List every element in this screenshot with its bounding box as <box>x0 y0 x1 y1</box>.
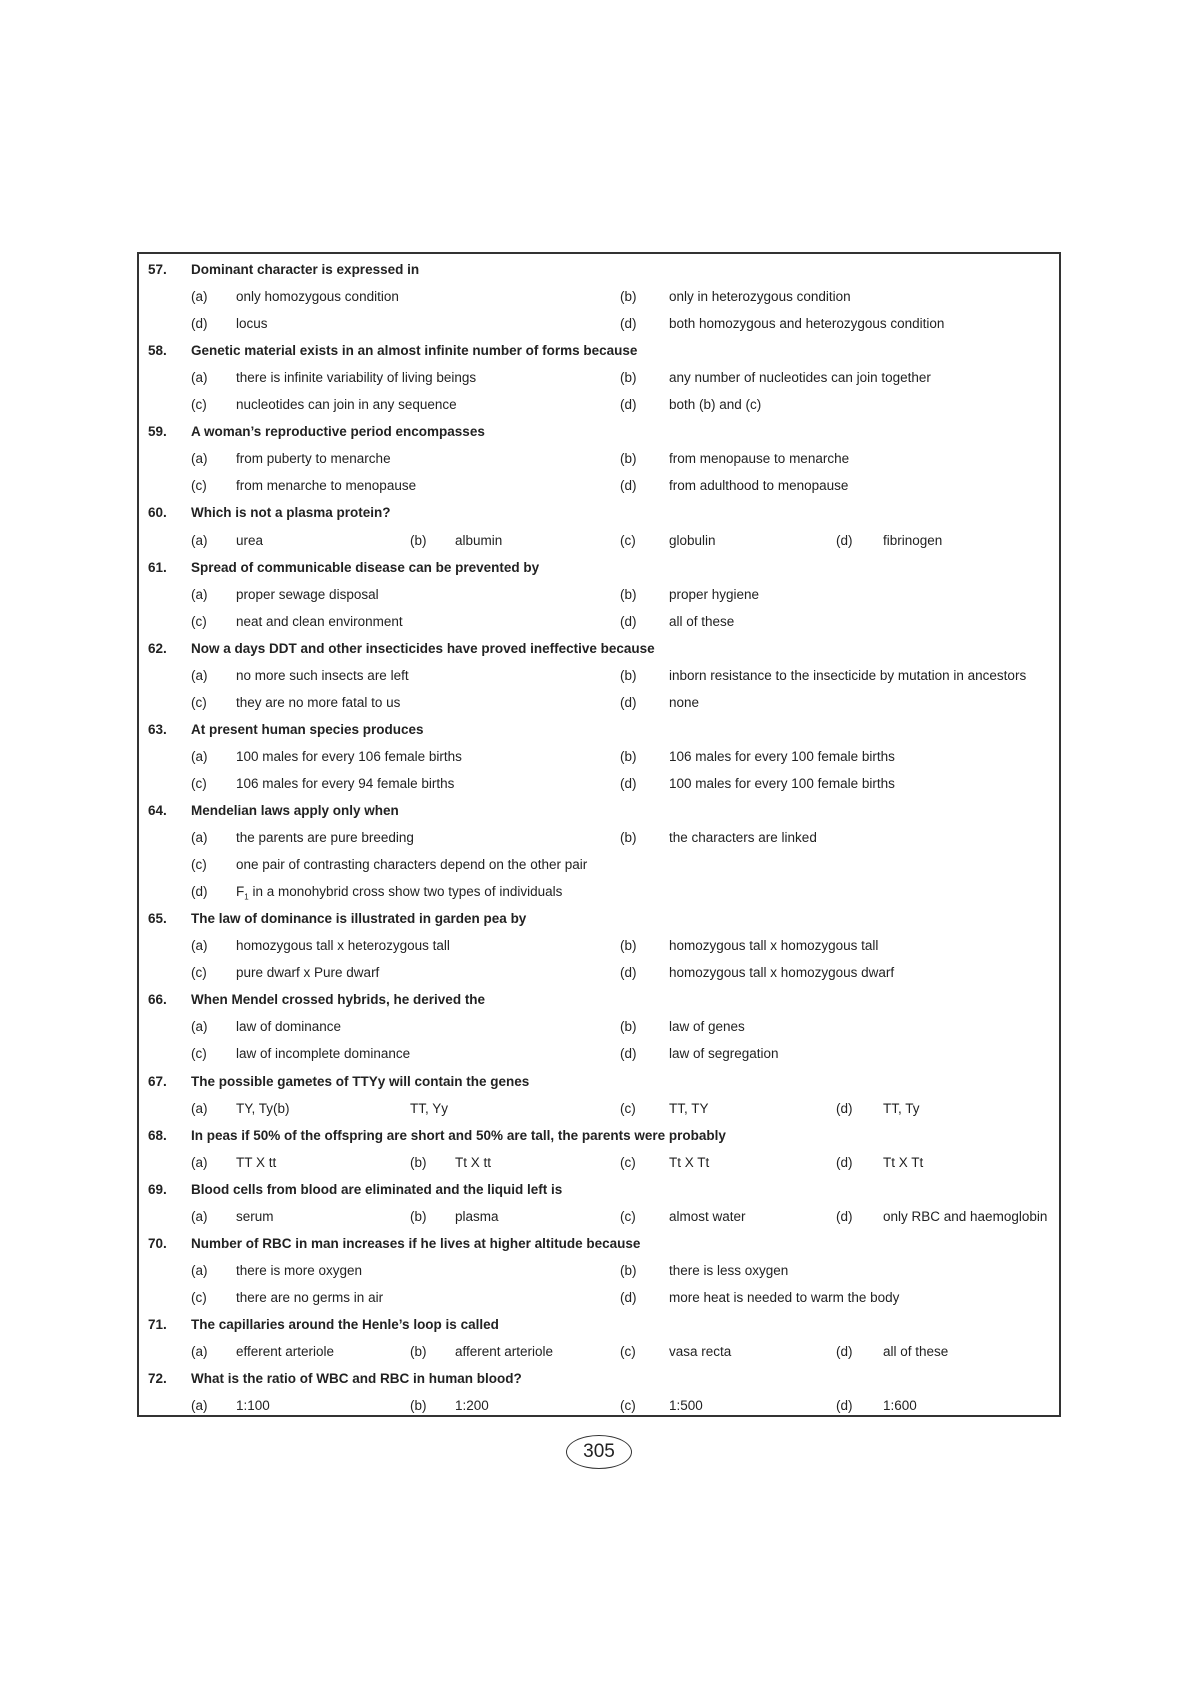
option-label: (d) <box>836 532 853 548</box>
question-text: Number of RBC in man increases if he lives at higher altitude because <box>191 1235 641 1251</box>
options-row <box>139 743 1059 770</box>
option-text: law of incomplete dominance <box>236 1046 411 1062</box>
option-label: (d) <box>836 1398 853 1414</box>
option-label: (b) <box>620 370 637 386</box>
question-number: 57. <box>148 262 167 277</box>
question-number: 67. <box>148 1073 167 1089</box>
option-label: (b) <box>620 586 637 602</box>
option-label: (c) <box>191 613 207 629</box>
question-row <box>139 418 1059 445</box>
option-text: law of dominance <box>236 1019 342 1035</box>
options-row <box>139 310 1059 337</box>
option-text: homozygous tall x heterozygous tall <box>236 938 450 954</box>
option-label: (d) <box>620 1289 637 1305</box>
option-text: 1:500 <box>669 1398 703 1414</box>
option-text: all of these <box>883 1344 949 1359</box>
option-label: (a) <box>191 830 208 846</box>
option-text: proper hygiene <box>669 586 760 602</box>
option-text: the parents are pure breeding <box>236 830 414 846</box>
options-row <box>139 581 1059 608</box>
option-text: TY, Ty(b) <box>236 1100 290 1116</box>
question-text: Blood cells from blood are eliminated and the liquid left is <box>191 1181 563 1197</box>
option-text: urea <box>236 532 264 548</box>
question-text: Mendelian laws apply only when <box>191 803 399 818</box>
question-row <box>139 986 1059 1013</box>
option-text: the characters are linked <box>669 830 817 846</box>
option-label: (b) <box>620 1262 637 1278</box>
option-text: Tt X Tt <box>669 1154 710 1170</box>
question-number: 71. <box>148 1316 167 1332</box>
option-label: (c) <box>191 965 207 981</box>
options-row <box>139 527 1059 554</box>
question-row <box>139 1176 1059 1203</box>
option-text: pure dwarf x Pure dwarf <box>236 965 380 981</box>
question-text: Genetic material exists in an almost infinite number of forms because <box>191 343 638 359</box>
question-row <box>139 1311 1059 1338</box>
question-number: 64. <box>148 803 167 818</box>
option-text: TT, Ty <box>883 1100 920 1116</box>
option-text: Tt X tt <box>455 1154 492 1170</box>
option-text: 1:600 <box>883 1398 917 1414</box>
option-label: (d) <box>836 1344 853 1359</box>
options-row <box>139 608 1059 635</box>
options-row <box>139 1338 1059 1365</box>
question-text: The capillaries around the Henle’s loop is called <box>191 1316 499 1332</box>
option-label: (c) <box>191 1289 207 1305</box>
option-text: one pair of contrasting characters depend on the other pair <box>236 857 588 873</box>
option-text: neat and clean environment <box>236 613 403 629</box>
option-text: fibrinogen <box>883 532 943 548</box>
options-row <box>139 391 1059 418</box>
option-text: inborn resistance to the insecticide by mutation in ancestors <box>669 667 1027 683</box>
option-label: (c) <box>191 857 207 873</box>
option-text: proper sewage disposal <box>236 586 379 602</box>
option-label: (b) <box>620 667 637 683</box>
option-label: (a) <box>191 532 208 548</box>
option-text: law of segregation <box>669 1046 779 1062</box>
option-text: afferent arteriole <box>455 1344 554 1359</box>
options-row <box>139 1040 1059 1067</box>
option-label: (a) <box>191 748 208 764</box>
option-text: from menarche to menopause <box>236 478 417 494</box>
question-text: What is the ratio of WBC and RBC in human blood? <box>191 1371 522 1387</box>
options-row <box>139 959 1059 986</box>
option-label: (c) <box>191 478 207 494</box>
option-label: (b) <box>620 1019 637 1035</box>
options-row <box>139 445 1059 472</box>
option-label: (b) <box>410 1154 427 1170</box>
option-text: 100 males for every 100 female births <box>669 775 895 791</box>
options-row <box>139 1257 1059 1284</box>
option-text: serum <box>236 1208 274 1224</box>
question-row <box>139 1365 1059 1392</box>
option-text: TT X tt <box>236 1154 277 1170</box>
option-label: (c) <box>191 775 207 791</box>
options-row <box>139 1284 1059 1311</box>
option-text: TT, TY <box>669 1100 709 1116</box>
option-label: (b) <box>620 830 637 846</box>
question-row <box>139 905 1059 932</box>
question-number: 69. <box>148 1181 167 1197</box>
option-text: 100 males for every 106 female births <box>236 748 462 764</box>
option-label: (d) <box>620 775 637 791</box>
question-text: Spread of communicable disease can be prevented by <box>191 559 540 575</box>
option-text: 1:100 <box>236 1398 270 1414</box>
option-text: F <box>236 884 245 900</box>
option-text: homozygous tall x homozygous dwarf <box>669 965 895 981</box>
option-text: more heat is needed to warm the body <box>669 1289 900 1305</box>
option-label: (a) <box>191 1262 208 1278</box>
options-row <box>139 689 1059 716</box>
option-text: there is more oxygen <box>236 1262 363 1278</box>
question-text: A woman’s reproductive period encompasses <box>191 424 485 440</box>
option-text: there is less oxygen <box>669 1262 789 1278</box>
option-label: (b) <box>410 1344 427 1359</box>
option-text: plasma <box>455 1208 499 1224</box>
option-text: 106 males for every 100 female births <box>669 748 895 764</box>
option-label: (b) <box>620 289 637 305</box>
question-row <box>139 635 1059 662</box>
question-row <box>139 716 1059 743</box>
option-label: (b) <box>620 938 637 954</box>
option-label: (a) <box>191 938 208 954</box>
option-text: only RBC and haemoglobin <box>883 1208 1048 1224</box>
option-label: (c) <box>191 694 207 710</box>
question-text: Now a days DDT and other insecticides have proved ineffective because <box>191 640 655 656</box>
option-label: (c) <box>620 1398 636 1414</box>
options-row <box>139 662 1059 689</box>
option-text: only homozygous condition <box>236 289 399 305</box>
option-text: albumin <box>455 532 503 548</box>
option-label: (a) <box>191 289 208 305</box>
options-row <box>139 1203 1059 1230</box>
question-number: 72. <box>148 1371 167 1387</box>
option-text: TT, Yy <box>410 1100 449 1116</box>
option-label: (d) <box>620 1046 637 1062</box>
option-label: (c) <box>620 1208 636 1224</box>
option-text: all of these <box>669 613 735 629</box>
option-text: any number of nucleotides can join together <box>669 370 931 386</box>
question-number: 59. <box>148 424 167 440</box>
question-text: When Mendel crossed hybrids, he derived the <box>191 992 486 1008</box>
option-text: law of genes <box>669 1019 745 1035</box>
option-label: (d) <box>620 694 637 710</box>
option-label: (d) <box>620 397 637 413</box>
option-label: (a) <box>191 1154 208 1170</box>
subscript: 1 <box>244 892 249 902</box>
option-label: (b) <box>620 748 637 764</box>
question-number: 65. <box>148 911 167 927</box>
option-text: no more such insects are left <box>236 667 409 683</box>
options-row <box>139 1392 1059 1419</box>
option-text: only in heterozygous condition <box>669 289 851 305</box>
option-text: both homozygous and heterozygous condition <box>669 316 945 332</box>
question-text: In peas if 50% of the offspring are short and 50% are tall, the parents were probably <box>191 1127 726 1143</box>
option-label: (b) <box>410 1208 427 1224</box>
option-text-rest: in a monohybrid cross show two types of individuals <box>248 884 563 900</box>
option-label: (d) <box>836 1154 853 1170</box>
option-label: (d) <box>620 965 637 981</box>
question-box <box>137 252 1061 1417</box>
option-text: efferent arteriole <box>236 1344 335 1359</box>
question-number: 63. <box>148 721 167 737</box>
question-row <box>139 797 1059 824</box>
options-row <box>139 472 1059 499</box>
question-number: 68. <box>148 1127 167 1143</box>
option-label: (b) <box>410 532 427 548</box>
option-label: (a) <box>191 667 208 683</box>
options-row <box>139 824 1059 851</box>
option-label: (c) <box>191 397 207 413</box>
options-row <box>139 1013 1059 1040</box>
option-label: (b) <box>410 1398 427 1414</box>
option-label: (d) <box>836 1208 853 1224</box>
options-row <box>139 770 1059 797</box>
question-row <box>139 337 1059 364</box>
option-text: globulin <box>669 532 716 548</box>
option-text: almost water <box>669 1208 746 1224</box>
question-number: 61. <box>148 559 167 575</box>
option-text: 1:200 <box>455 1398 489 1414</box>
question-number: 58. <box>148 343 167 359</box>
options-row <box>139 283 1059 310</box>
option-text: Tt X Tt <box>883 1154 924 1170</box>
option-text: vasa recta <box>669 1344 732 1359</box>
question-row <box>139 1068 1059 1095</box>
option-label: (d) <box>191 884 208 900</box>
option-text: none <box>669 694 700 710</box>
option-label: (a) <box>191 1100 208 1116</box>
question-text: Which is not a plasma protein? <box>191 505 391 521</box>
option-label: (a) <box>191 586 208 602</box>
option-label: (a) <box>191 1208 208 1224</box>
option-label: (d) <box>620 613 637 629</box>
option-text: both (b) and (c) <box>669 397 762 413</box>
option-label: (a) <box>191 451 208 467</box>
option-text: there are no germs in air <box>236 1289 384 1305</box>
option-text: from puberty to menarche <box>236 451 391 467</box>
question-text: The possible gametes of TTYy will contain the genes <box>191 1073 530 1089</box>
options-row <box>139 851 1059 878</box>
options-row <box>139 932 1059 959</box>
option-label: (c) <box>620 1154 636 1170</box>
options-row <box>139 1095 1059 1122</box>
question-text: At present human species produces <box>191 721 424 737</box>
question-number: 62. <box>148 640 167 656</box>
option-text: they are no more fatal to us <box>236 694 401 710</box>
option-text: from adulthood to menopause <box>669 478 849 494</box>
option-label: (c) <box>620 532 636 548</box>
option-label: (c) <box>620 1344 636 1359</box>
options-row <box>139 878 1059 905</box>
option-label: (d) <box>836 1100 853 1116</box>
options-row <box>139 1149 1059 1176</box>
question-number: 66. <box>148 992 167 1008</box>
option-text: 106 males for every 94 female births <box>236 775 455 791</box>
question-text: The law of dominance is illustrated in garden pea by <box>191 911 527 927</box>
option-label: (b) <box>620 451 637 467</box>
question-text: Dominant character is expressed in <box>191 262 420 277</box>
option-label: (d) <box>191 316 208 332</box>
option-text: locus <box>236 316 268 332</box>
options-row <box>139 364 1059 391</box>
option-label: (a) <box>191 1398 208 1414</box>
option-label: (a) <box>191 1019 208 1035</box>
question-row <box>139 1122 1059 1149</box>
option-text: nucleotides can join in any sequence <box>236 397 457 413</box>
question-row <box>139 499 1059 526</box>
question-number: 70. <box>148 1235 167 1251</box>
option-label: (a) <box>191 370 208 386</box>
option-text: homozygous tall x homozygous tall <box>669 938 879 954</box>
option-text: from menopause to menarche <box>669 451 850 467</box>
option-text: there is infinite variability of living beings <box>236 370 477 386</box>
page-number: 305 <box>566 1435 632 1469</box>
question-number: 60. <box>148 505 167 521</box>
option-label: (d) <box>620 478 637 494</box>
option-label: (d) <box>620 316 637 332</box>
option-label: (c) <box>191 1046 207 1062</box>
question-row <box>139 256 1059 283</box>
option-label: (a) <box>191 1344 208 1359</box>
option-label: (c) <box>620 1100 636 1116</box>
question-row <box>139 554 1059 581</box>
question-row <box>139 1230 1059 1257</box>
